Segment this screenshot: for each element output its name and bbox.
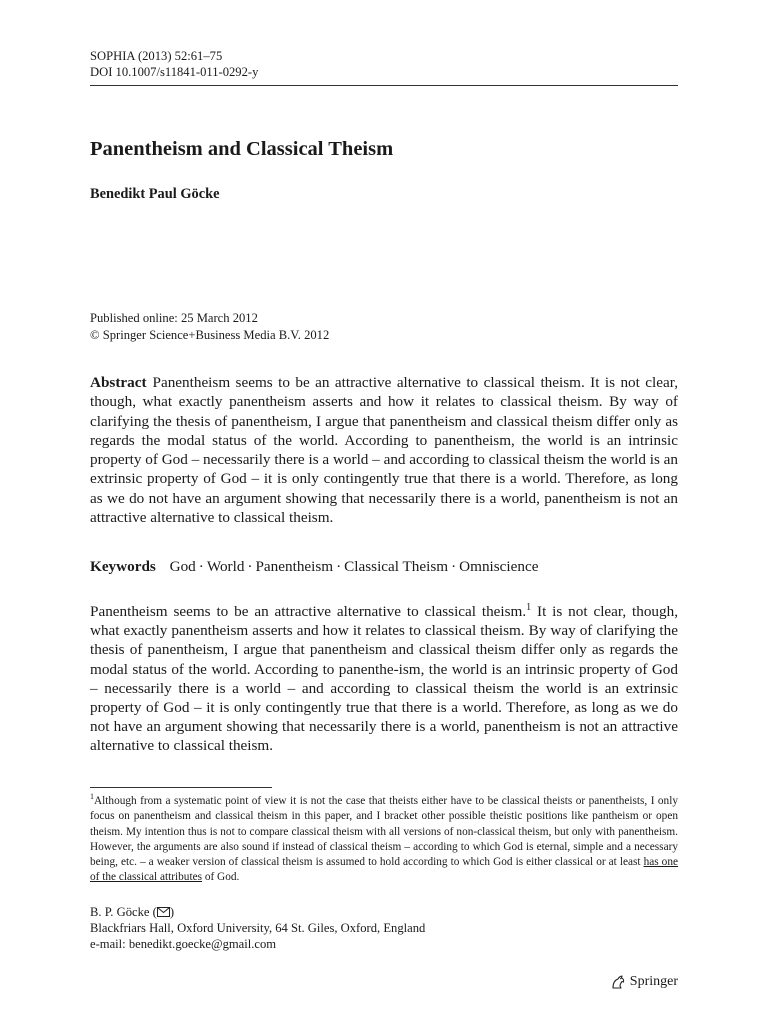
published-date: Published online: 25 March 2012 (90, 311, 258, 325)
publisher-name: Springer (629, 974, 678, 989)
keywords (90, 557, 678, 576)
keyword: Omniscience (459, 558, 539, 575)
doi: DOI 10.1007/s11841-011-0292-y (90, 65, 259, 79)
keyword: Panentheism (255, 558, 334, 575)
contact-name-close: ) (169, 905, 175, 919)
keyword-separator: · (198, 558, 204, 575)
keyword: World (206, 558, 245, 575)
contact-name-line (90, 904, 425, 920)
footnote-divider (90, 787, 272, 788)
body-paragraph (90, 602, 678, 756)
envelope-icon (157, 907, 170, 917)
body-lead: Panentheism seems to be an attractive alternative to classical theism. (90, 603, 527, 620)
footnote (90, 794, 678, 886)
keyword-separator: · (451, 558, 457, 575)
contact-name: B. P. Göcke ( (90, 905, 157, 919)
footnote-text: Although from a systematic point of view it is not the case that theists either have to be classical theists or panentheists, I only focus on panentheism and classical theism in this paper, and I bracket other possible theistic positions like pantheism or open theism. My intention thus is not to compare classical theism with all versions of non-classical theism, but only with panentheism. However, the arguments are also sound if instead of classical theism – according to which God is eternal, simple and a necessary being, etc. – a weaker version of classical theism is assumed to hold according to which God is either classical or at least (90, 795, 678, 869)
header-divider (90, 85, 678, 86)
abstract (90, 373, 678, 527)
author-contact (90, 904, 425, 952)
copyright: © Springer Science+Business Media B.V. 2012 (90, 328, 330, 342)
author-name: Benedikt Paul Göcke (90, 186, 220, 202)
keyword: God (169, 558, 196, 575)
abstract-text: Panentheism seems to be an attractive alternative to classical theism. It is not clear, though, what exactly panentheism asserts and how it relates to classical theism. By way of clarifying the thesis of panentheism, I argue that panentheism and classical theism differ only as regards the modal status of the world. According to panentheism, the world is an intrinsic property of God – necessarily there is a world – and according to classical theism the world is an extrinsic property of God – it is only contingently true that there is a world. Therefore, as long as we do not have an argument showing that necessarily there is a world, panentheism is not an attractive alternative to classical theism. (90, 374, 678, 527)
contact-email[interactable]: e-mail: benedikt.goecke@gmail.com (90, 937, 277, 951)
abstract-label: Abstract (90, 374, 147, 391)
footnote-reference[interactable]: 1 (526, 601, 532, 613)
journal-header (90, 48, 258, 80)
keyword: Classical Theism (344, 558, 449, 575)
keyword-separator: · (247, 558, 253, 575)
paper-title: Panentheism and Classical Theism (90, 138, 394, 160)
keywords-label: Keywords (90, 558, 156, 575)
body-rest: It is not clear, though, what exactly panentheism asserts and how it relates to classical theism. By way of clarifying the thesis of panentheism, I argue that panentheism and classical theism differ only as regards the modal status of the world. According to panenthe-ism, the world is an intrinsic property of God – necessarily there is a world – and according to classical theism the world is an extrinsic property of God – it is only contingently true that there is a world. Therefore, as long as we do not have an argument showing that necessarily there is a world, panentheism is not an attractive alternative to classical theism. (90, 603, 679, 755)
keyword-separator: · (336, 558, 342, 575)
contact-address: Blackfriars Hall, Oxford University, 64 St. Giles, Oxford, England (90, 921, 426, 935)
footnote-underlined-text: has one of the classical attributes (90, 856, 678, 884)
publisher-mark (610, 974, 678, 990)
publication-info (90, 310, 329, 344)
springer-horse-logo (610, 974, 626, 990)
footnote-tail: of God. (202, 871, 240, 884)
journal-citation: SOPHIA (2013) 52:61–75 (90, 49, 223, 63)
footnote-number: 1 (90, 792, 94, 802)
